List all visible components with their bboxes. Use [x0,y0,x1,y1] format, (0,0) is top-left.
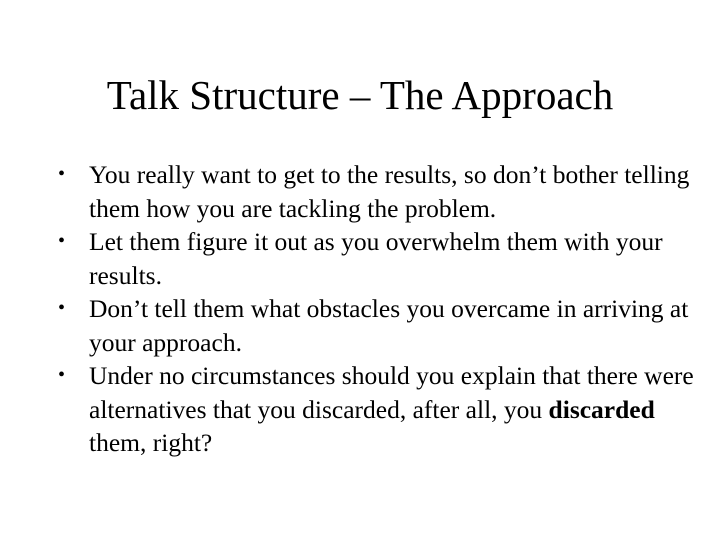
bullet-text-emphasis: discarded [548,394,655,424]
bullet-item [54,158,694,225]
bullet-point-icon: • [58,297,66,319]
bullet-item [54,292,694,359]
bullet-point-icon: • [58,364,66,386]
bullet-list [54,158,694,460]
slide-title: Talk Structure – The Approach [106,72,614,118]
bullet-item [54,225,694,292]
bullet-item [54,359,694,460]
bullet-text [89,361,694,457]
bullet-text-after: them, right? [89,428,213,457]
bullet-text-before: Under no circumstances should you explain that there were alternatives that you discarded, after all, you [89,361,694,424]
bullet-point-icon: • [58,163,66,185]
bullet-text: Don’t tell them what obstacles you overcame in arriving at your approach. [89,294,689,357]
bullet-point-icon: • [58,230,66,252]
bullet-text: Let them figure it out as you overwhelm them with your results. [89,227,663,290]
bullet-text: You really want to get to the results, so don’t bother telling them how you are tackling the problem. [89,160,690,223]
